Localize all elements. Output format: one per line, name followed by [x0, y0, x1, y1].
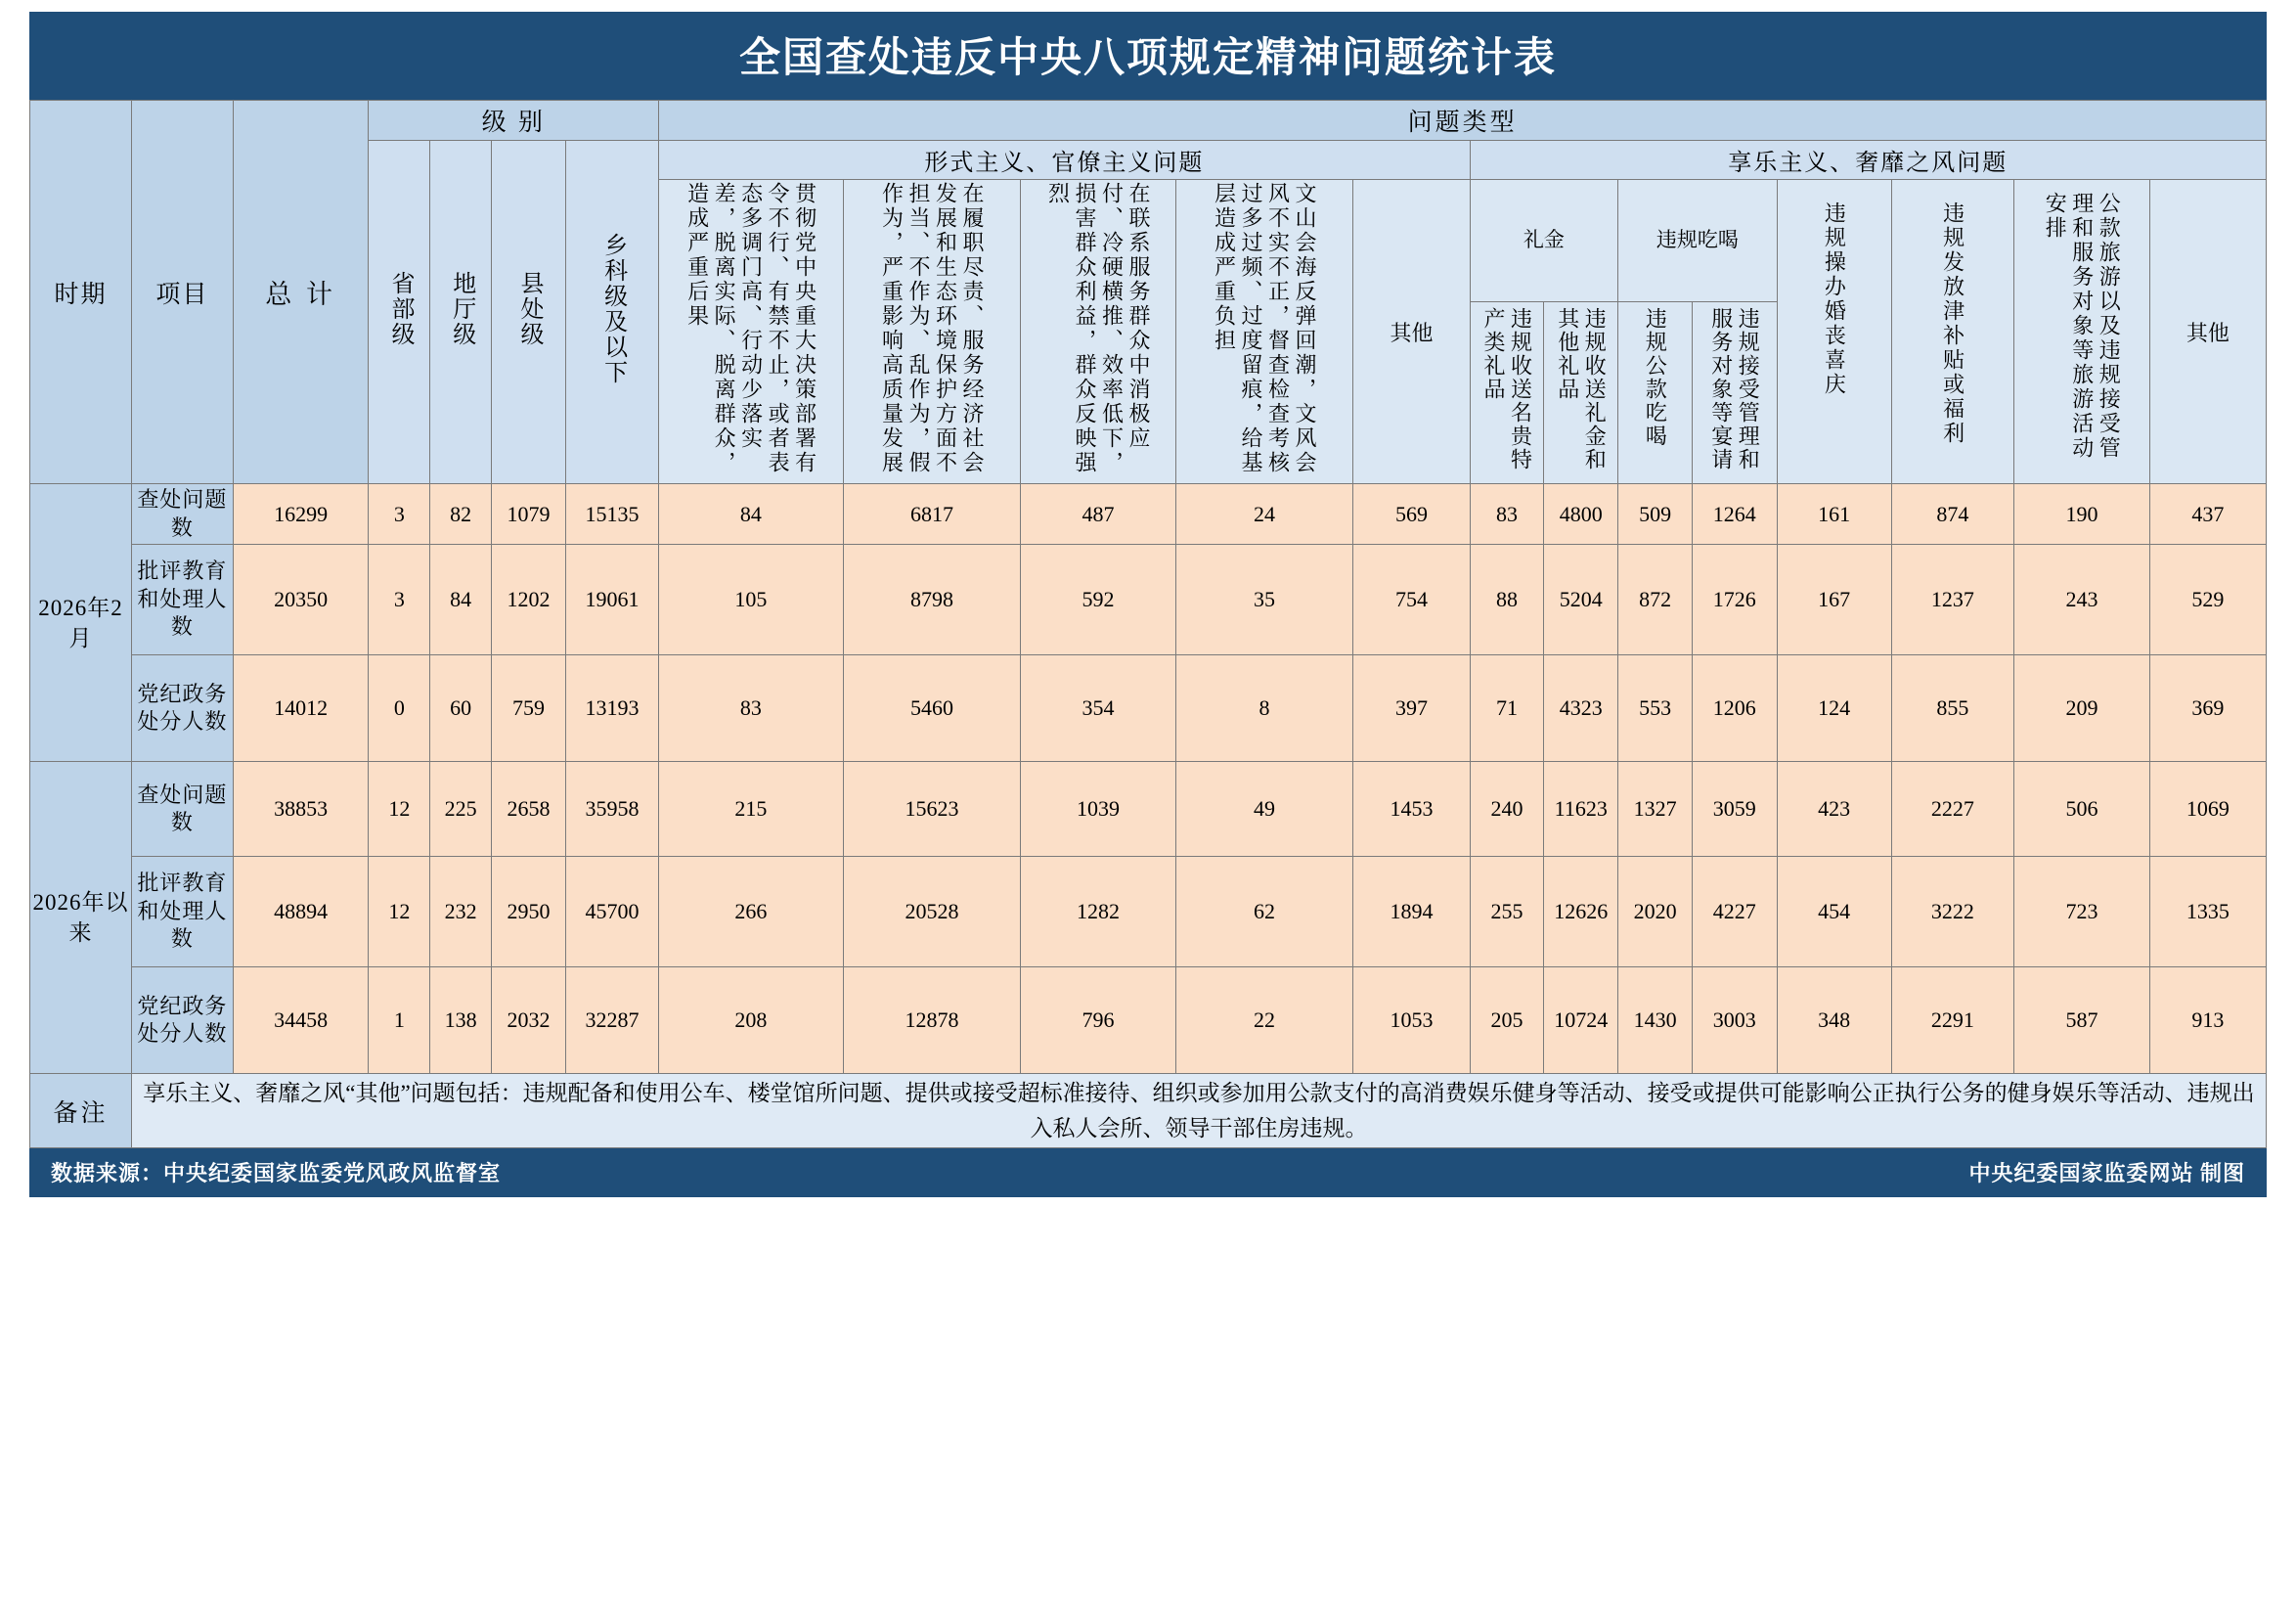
cell: 2950: [492, 857, 566, 967]
header-level-xiangke: 乡科级及以下: [565, 141, 658, 484]
header-period: 时期: [30, 101, 132, 484]
cell: 35: [1175, 545, 1353, 655]
cell: 83: [1470, 484, 1544, 545]
cell: 1206: [1692, 655, 1777, 762]
cell: 105: [659, 545, 843, 655]
table-row: [30, 967, 2267, 1074]
cell: 913: [2149, 967, 2266, 1074]
cell: 1053: [1353, 967, 1470, 1074]
cell: 205: [1470, 967, 1544, 1074]
cell: 167: [1777, 545, 1891, 655]
cell: 872: [1618, 545, 1693, 655]
footer-credit: 中央纪委国家监委网站 制图: [1968, 1161, 2245, 1186]
header-hedonism-subgroup-dining: 违规吃喝: [1618, 180, 1777, 302]
header-hedonism-col-allowance: 违规发放津补贴或福利: [1891, 180, 2014, 484]
cell: 1202: [492, 545, 566, 655]
cell: 1237: [1891, 545, 2014, 655]
cell: 437: [2149, 484, 2266, 545]
cell: 82: [430, 484, 492, 545]
row-item: 党纪政务处分人数: [131, 655, 233, 762]
cell: 13193: [565, 655, 658, 762]
cell: 509: [1618, 484, 1693, 545]
cell: 15623: [843, 762, 1021, 857]
row-period-1: 2026年2月: [30, 484, 132, 762]
header-hedonism-col-publicdining: 违规公款吃喝: [1618, 302, 1693, 484]
header-formalism-col-1: 贯彻党中央重大决策部署有令不行、有禁不止，或者表态多调门高、行动少落实差，脱离实际、脱离群众，造成严重后果: [659, 180, 843, 484]
footer-bar: [29, 1148, 2267, 1197]
cell: 553: [1618, 655, 1693, 762]
cell: 12: [369, 857, 430, 967]
cell: 15135: [565, 484, 658, 545]
cell: 124: [1777, 655, 1891, 762]
row-item: 批评教育和处理人数: [131, 545, 233, 655]
cell: 45700: [565, 857, 658, 967]
row-period-2: 2026年以来: [30, 762, 132, 1074]
statistics-table: [29, 100, 2267, 1148]
cell: 215: [659, 762, 843, 857]
cell: 1264: [1692, 484, 1777, 545]
cell: 232: [430, 857, 492, 967]
header-problem-type: 问题类型: [659, 101, 2267, 141]
cell: 1039: [1021, 762, 1175, 857]
cell: 1327: [1618, 762, 1693, 857]
remark-row: [30, 1074, 2267, 1148]
row-item: 批评教育和处理人数: [131, 857, 233, 967]
cell: 8: [1175, 655, 1353, 762]
header-item: 项目: [131, 101, 233, 484]
cell: 161: [1777, 484, 1891, 545]
cell: 19061: [565, 545, 658, 655]
cell: 62: [1175, 857, 1353, 967]
remark-text: 享乐主义、奢靡之风“其他”问题包括：违规配备和使用公车、楼堂馆所问题、提供或接受超标准接待、组织或参加用公款支付的高消费娱乐健身等活动、接受或提供可能影响公正执行公务的健身娱乐等活动、违规出入私人会所、领导干部住房违规。: [131, 1074, 2266, 1148]
cell: 84: [430, 545, 492, 655]
cell: 8798: [843, 545, 1021, 655]
cell: 22: [1175, 967, 1353, 1074]
cell: 592: [1021, 545, 1175, 655]
cell: 255: [1470, 857, 1544, 967]
header-hedonism-col-travel: 公款旅游以及违规接受管理和服务对象等旅游活动安排: [2014, 180, 2150, 484]
cell: 723: [2014, 857, 2150, 967]
cell-total: 34458: [233, 967, 369, 1074]
header-hedonism-col-specialty: 违规收送名贵特产类礼品: [1470, 302, 1544, 484]
cell: 11623: [1544, 762, 1618, 857]
cell: 3: [369, 484, 430, 545]
cell: 5460: [843, 655, 1021, 762]
cell-total: 20350: [233, 545, 369, 655]
page-title: 全国查处违反中央八项规定精神问题统计表: [29, 12, 2267, 100]
cell: 2020: [1618, 857, 1693, 967]
cell: 0: [369, 655, 430, 762]
cell: 1335: [2149, 857, 2266, 967]
cell: 3222: [1891, 857, 2014, 967]
cell: 1430: [1618, 967, 1693, 1074]
remark-label: 备注: [30, 1074, 132, 1148]
cell: 240: [1470, 762, 1544, 857]
cell: 35958: [565, 762, 658, 857]
cell: 84: [659, 484, 843, 545]
cell: 12: [369, 762, 430, 857]
cell: 24: [1175, 484, 1353, 545]
cell: 354: [1021, 655, 1175, 762]
cell-total: 14012: [233, 655, 369, 762]
cell: 3059: [1692, 762, 1777, 857]
header-formalism-col-3: 在联系服务群众中消极应付、冷硬横推、效率低下，损害群众利益，群众反映强烈: [1021, 180, 1175, 484]
cell: 71: [1470, 655, 1544, 762]
table-row: [30, 762, 2267, 857]
data-source: 数据来源：中央纪委国家监委党风政风监督室: [51, 1161, 502, 1186]
header-hedonism-subgroup-gifts: 礼金: [1470, 180, 1618, 302]
header-formalism-col-2: 在履职尽责、服务经济社会发展和生态环境保护方面不担当、不作为、乱作为，假作为，严重影响高质量发展: [843, 180, 1021, 484]
header-formalism-col-other: 其他: [1353, 180, 1470, 484]
cell: 874: [1891, 484, 2014, 545]
row-item: 党纪政务处分人数: [131, 967, 233, 1074]
cell: 4323: [1544, 655, 1618, 762]
cell: 5204: [1544, 545, 1618, 655]
cell: 6817: [843, 484, 1021, 545]
header-hedonism-col-cash: 违规收送礼金和其他礼品: [1544, 302, 1618, 484]
cell: 487: [1021, 484, 1175, 545]
cell: 4227: [1692, 857, 1777, 967]
cell: 208: [659, 967, 843, 1074]
cell: 796: [1021, 967, 1175, 1074]
cell: 83: [659, 655, 843, 762]
cell: 1726: [1692, 545, 1777, 655]
cell: 506: [2014, 762, 2150, 857]
table-row: [30, 545, 2267, 655]
cell: 3003: [1692, 967, 1777, 1074]
table-row: [30, 857, 2267, 967]
cell: 225: [430, 762, 492, 857]
header-formalism-col-4: 文山会海反弹回潮，文风会风不实不正，督查检查考核过多过频、过度留痕，给基层造成严重负担: [1175, 180, 1353, 484]
row-item: 查处问题数: [131, 484, 233, 545]
cell: 209: [2014, 655, 2150, 762]
row-item: 查处问题数: [131, 762, 233, 857]
cell: 454: [1777, 857, 1891, 967]
cell: 423: [1777, 762, 1891, 857]
cell: 2658: [492, 762, 566, 857]
cell: 10724: [1544, 967, 1618, 1074]
table-body: [30, 484, 2267, 1148]
cell: 587: [2014, 967, 2150, 1074]
cell: 2032: [492, 967, 566, 1074]
cell: 4800: [1544, 484, 1618, 545]
header-row-1: [30, 101, 2267, 141]
cell-total: 48894: [233, 857, 369, 967]
table-row: [30, 655, 2267, 762]
cell: 138: [430, 967, 492, 1074]
header-hedonism-col-other: 其他: [2149, 180, 2266, 484]
header-level-xianchu: 县处级: [492, 141, 566, 484]
header-level-diting: 地厅级: [430, 141, 492, 484]
cell: 243: [2014, 545, 2150, 655]
header-hedonism-group: 享乐主义、奢靡之风问题: [1470, 141, 2266, 180]
cell: 2291: [1891, 967, 2014, 1074]
cell: 855: [1891, 655, 2014, 762]
cell-total: 38853: [233, 762, 369, 857]
cell: 266: [659, 857, 843, 967]
cell: 2227: [1891, 762, 2014, 857]
cell: 348: [1777, 967, 1891, 1074]
cell-total: 16299: [233, 484, 369, 545]
cell: 12878: [843, 967, 1021, 1074]
cell: 49: [1175, 762, 1353, 857]
cell: 1: [369, 967, 430, 1074]
cell: 529: [2149, 545, 2266, 655]
cell: 3: [369, 545, 430, 655]
cell: 60: [430, 655, 492, 762]
cell: 20528: [843, 857, 1021, 967]
cell: 1894: [1353, 857, 1470, 967]
header-level-sheng: 省部级: [369, 141, 430, 484]
cell: 1079: [492, 484, 566, 545]
cell: 397: [1353, 655, 1470, 762]
cell: 12626: [1544, 857, 1618, 967]
cell: 1282: [1021, 857, 1175, 967]
header-hedonism-col-weddings: 违规操办婚丧喜庆: [1777, 180, 1891, 484]
cell: 754: [1353, 545, 1470, 655]
cell: 1069: [2149, 762, 2266, 857]
header-hedonism-col-banquet: 违规接受管理和服务对象等宴请: [1692, 302, 1777, 484]
table-row: [30, 484, 2267, 545]
cell: 88: [1470, 545, 1544, 655]
header-level-group: 级 别: [369, 101, 659, 141]
cell: 369: [2149, 655, 2266, 762]
cell: 190: [2014, 484, 2150, 545]
header-total: 总 计: [233, 101, 369, 484]
cell: 569: [1353, 484, 1470, 545]
header-formalism-group: 形式主义、官僚主义问题: [659, 141, 1470, 180]
cell: 759: [492, 655, 566, 762]
cell: 1453: [1353, 762, 1470, 857]
cell: 32287: [565, 967, 658, 1074]
